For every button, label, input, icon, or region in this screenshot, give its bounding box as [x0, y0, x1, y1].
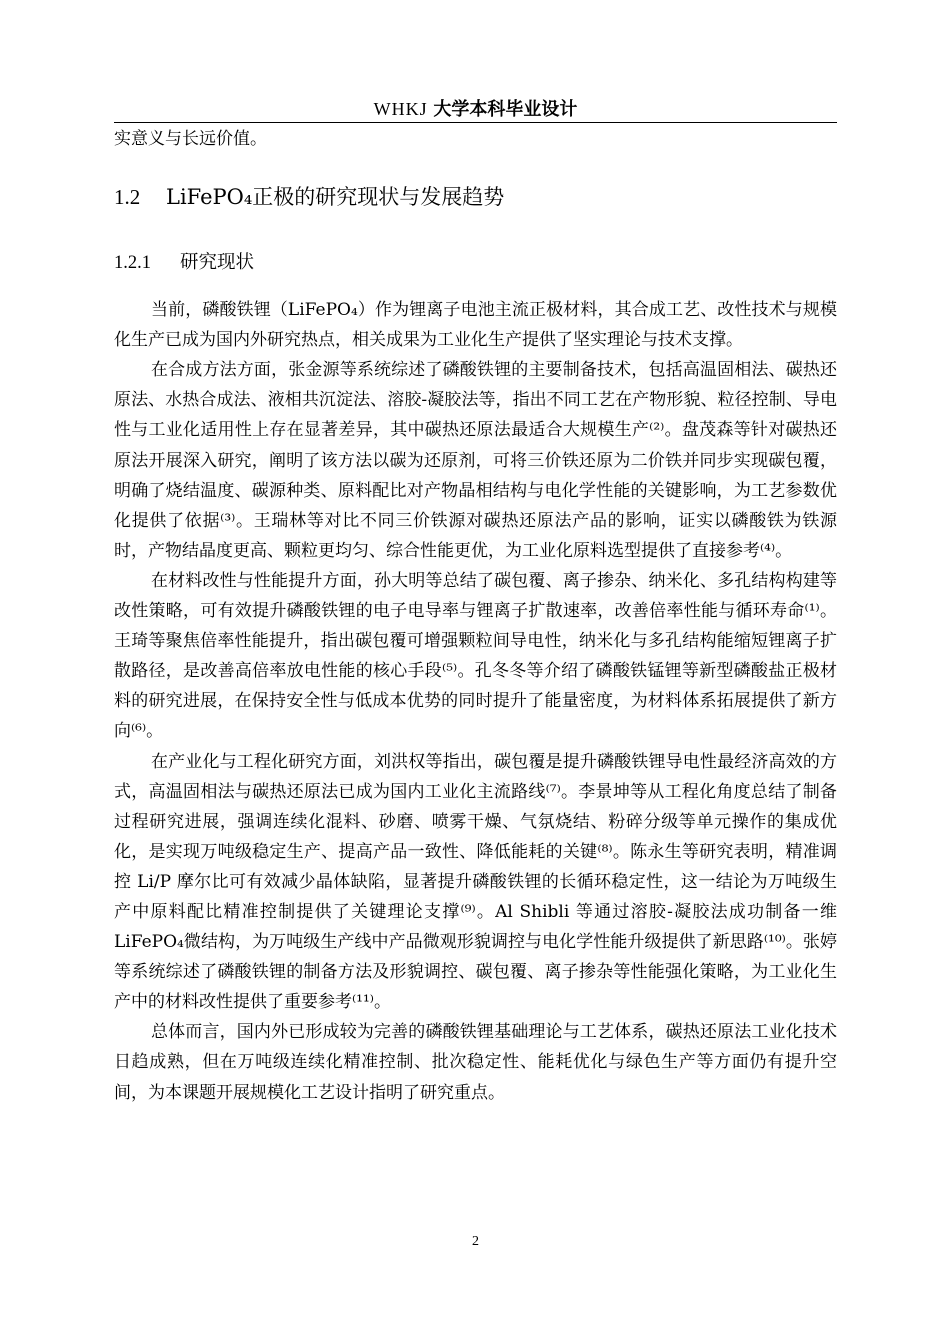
page-header [114, 96, 837, 122]
paragraph-modification: 在材料改性与性能提升方面，孙大明等总结了碳包覆、离子掺杂、纳米化、多孔结构构建等改性策略，可有效提升磷酸铁锂的电子电导率与锂离子扩散速率，改善倍率性能与循环寿命⁽¹⁾。王琦等聚焦倍率性能提升，指出碳包覆可增强颗粒间导电性，纳米化与多孔结构能缩短锂离子扩散路径，是改善高倍率放电性能的核心手段⁽⁵⁾。孔冬冬等介绍了磷酸铁锰锂等新型磷酸盐正极材料的研究进展，在保持安全性与低成本优势的同时提升了能量密度，为材料体系拓展提供了新方向⁽⁶⁾。 [114, 570, 837, 742]
subsection-title: 研究现状 [180, 252, 255, 274]
paragraph-synthesis: 在合成方法方面，张金源等系统综述了磷酸铁锂的主要制备技术，包括高温固相法、碳热还原法、水热合成法、液相共沉淀法、溶胶-凝胶法等，指出不同工艺在产物形貌、粒径控制、导电性与工业化适用性上存在显著差异，其中碳热还原法最适合大规模生产⁽²⁾。盘茂森等针对碳热还原法开展深入研究，阐明了该方法以碳为还原剂，可将三价铁还原为二价铁并同步实现碳包覆，明确了烧结温度、碳源种类、原料配比对产物晶相结构与电化学性能的关键影响，为工艺参数优化提供了依据⁽³⁾。王瑞林等对比不同三价铁源对碳热还原法产品的影响，证实以磷酸铁为铁源时，产物结晶度更高、颗粒更均匀、综合性能更优，为工业化原料选型提供了直接参考⁽⁴⁾。 [114, 360, 837, 561]
header-title: 大学本科毕业设计 [433, 99, 578, 120]
subsection-heading [114, 248, 837, 278]
heading-gap [114, 278, 837, 295]
section-title: LiFePO₄正极的研究现状与发展趋势 [166, 185, 505, 210]
section-heading [114, 182, 837, 212]
page-number: 2 [472, 1234, 479, 1249]
header-left: WHKJ [373, 99, 428, 119]
paragraph-industrialization: 在产业化与工程化研究方面，刘洪权等指出，碳包覆是提升磷酸铁锂导电性最经济高效的方式，高温固相法与碳热还原法已成为国内工业化主流路线⁽⁷⁾。李景坤等从工程化角度总结了制备过程研究进展，强调连续化混料、砂磨、喷雾干燥、气氛烧结、粉碎分级等单元操作的集成优化，是实现万吨级稳定生产、提高产品一致性、降低能耗的关键⁽⁸⁾。陈永生等研究表明，精准调控 Li/P 摩尔比可有效减少晶体缺陷，显著提升磷酸铁锂的长循环稳定性，这一结论为万吨级生产中原料配比精准控制提供了关键理论支撑⁽⁹⁾。Al Shibli 等通过溶胶-凝胶法成功制备一维 LiFePO₄微结构，为万吨级生产线中产品微观形貌调控与电化学性能升级提供了新思路⁽¹⁰⁾。张婷等系统综述了磷酸铁锂的制备方法及形貌调控、碳包覆、离子掺杂等性能强化策略，为工业化生产中的材料改性提供了重要参考⁽¹¹⁾。 [114, 751, 837, 1013]
header-rule [114, 122, 837, 123]
subsection-number: 1.2.1 [114, 253, 151, 274]
section-number: 1.2 [114, 185, 141, 210]
continuation-line: 实意义与长远价值。 [114, 129, 267, 149]
paragraph-summary: 总体而言，国内外已形成较为完善的磷酸铁锂基础理论与工艺体系，碳热还原法工业化技术日趋成熟，但在万吨级连续化精准控制、批次稳定性、能耗优化与绿色生产等方面仍有提升空间，为本课题开展规模化工艺设计指明了研究重点。 [114, 1022, 837, 1103]
paragraph-intro: 当前，磷酸铁锂（LiFePO₄）作为锂离子电池主流正极材料，其合成工艺、改性技术与规模化生产已成为国内外研究热点，相关成果为工业化生产提供了坚实理论与技术支撑。 [114, 300, 837, 351]
page-body [114, 124, 837, 1108]
